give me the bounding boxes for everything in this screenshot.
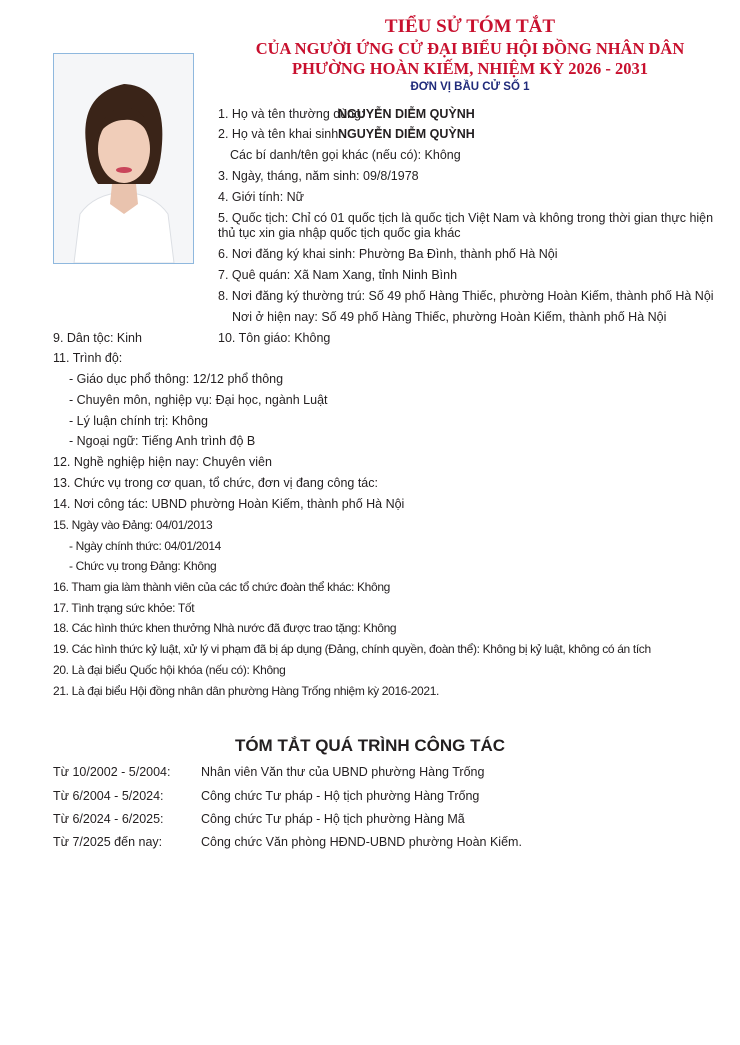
alias: Các bí danh/tên gọi khác (nếu có): Không <box>230 148 461 162</box>
council-delegate-history: 21. Là đại biểu Hội đồng nhân dân phường Hàng Trống nhiệm kỳ 2016-2021. <box>53 684 440 698</box>
career-period: Từ 6/2024 - 6/2025: <box>53 812 164 826</box>
position: 13. Chức vụ trong cơ quan, tổ chức, đơn vị đang công tác: <box>53 476 378 490</box>
career-description: Công chức Tư pháp - Hộ tịch phường Hàng Trống <box>201 789 480 803</box>
birth-name-label: 2. Họ và tên khai sinh: <box>218 127 342 141</box>
gender: 4. Giới tính: Nữ <box>218 190 305 204</box>
nationality: 5. Quốc tịch: Chỉ có 01 quốc tịch là quốc tịch Việt Nam và không trong thời gian thực hiện <box>218 211 714 225</box>
disciplinary-record: 19. Các hình thức kỷ luật, xử lý vi phạm đã bị áp dụng (Đảng, chính quyền, đoàn thể): Không bị kỷ luật, không có án tích <box>53 642 651 656</box>
permanent-residence: 8. Nơi đăng ký thường trú: Số 49 phố Hàng Thiếc, phường Hoàn Kiếm, thành phố Hà Nội <box>218 289 714 303</box>
document-subtitle-term: PHƯỜNG HOÀN KIẾM, NHIỆM KỲ 2026 - 2031 <box>292 59 648 78</box>
occupation: 12. Nghề nghiệp hiện nay: Chuyên viên <box>53 455 272 469</box>
career-description: Công chức Văn phòng HĐND-UBND phường Hoàn Kiếm. <box>201 835 522 849</box>
political-theory: - Lý luận chính trị: Không <box>69 414 208 428</box>
hometown: 7. Quê quán: Xã Nam Xang, tỉnh Ninh Bình <box>218 268 458 282</box>
religion: 10. Tôn giáo: Không <box>218 331 331 345</box>
electoral-unit: ĐƠN VỊ BẦU CỬ SỐ 1 <box>410 81 530 93</box>
common-name-label: 1. Họ và tên thường dùng: <box>218 107 365 121</box>
nationality-cont: thủ tục xin gia nhập quốc tịch quốc gia khác <box>218 226 461 240</box>
career-period: Từ 7/2025 đến nay: <box>53 835 163 849</box>
workplace: 14. Nơi công tác: UBND phường Hoàn Kiếm, thành phố Hà Nội <box>53 497 405 511</box>
ethnicity: 9. Dân tộc: Kinh <box>53 331 142 345</box>
current-residence: Nơi ở hiện nay: Số 49 phố Hàng Thiếc, phường Hoàn Kiếm, thành phố Hà Nội <box>232 310 667 324</box>
awards: 18. Các hình thức khen thưởng Nhà nước đã được trao tặng: Không <box>53 621 397 635</box>
career-section-title: TÓM TẮT QUÁ TRÌNH CÔNG TÁC <box>234 736 506 755</box>
party-admission-date: 15. Ngày vào Đảng: 04/01/2013 <box>53 518 213 532</box>
health-status: 17. Tình trạng sức khỏe: Tốt <box>53 601 195 615</box>
birth-name-value: NGUYỄN DIỄM QUỲNH <box>338 127 475 141</box>
career-description: Công chức Tư pháp - Hộ tịch phường Hàng Mã <box>201 812 465 826</box>
foreign-language: - Ngoại ngữ: Tiếng Anh trình độ B <box>69 434 256 448</box>
organization-membership: 16. Tham gia làm thành viên của các tổ chức đoàn thể khác: Không <box>53 580 390 594</box>
birth-registration: 6. Nơi đăng ký khai sinh: Phường Ba Đình, thành phố Hà Nội <box>218 247 558 261</box>
document-title: TIỂU SỬ TÓM TẮT <box>384 16 556 37</box>
professional-qualification: - Chuyên môn, nghiệp vụ: Đại học, ngành Luật <box>69 393 328 407</box>
party-official-date: - Ngày chính thức: 04/01/2014 <box>69 539 221 553</box>
education-heading: 11. Trình độ: <box>53 351 123 365</box>
general-education: - Giáo dục phổ thông: 12/12 phổ thông <box>69 372 284 386</box>
national-assembly-delegate: 20. Là đại biểu Quốc hội khóa (nếu có): Không <box>53 663 286 677</box>
career-period: Từ 6/2004 - 5/2024: <box>53 789 164 803</box>
career-period: Từ 10/2002 - 5/2004: <box>53 765 171 779</box>
document-subtitle: CỦA NGƯỜI ỨNG CỬ ĐẠI BIỂU HỘI ĐỒNG NHÂN DÂN <box>255 39 685 58</box>
party-position: - Chức vụ trong Đảng: Không <box>69 559 217 573</box>
career-description: Nhân viên Văn thư của UBND phường Hàng Trống <box>201 765 485 779</box>
common-name-value: NGUYỄN DIỄM QUỲNH <box>338 107 475 121</box>
date-of-birth: 3. Ngày, tháng, năm sinh: 09/8/1978 <box>218 169 419 183</box>
